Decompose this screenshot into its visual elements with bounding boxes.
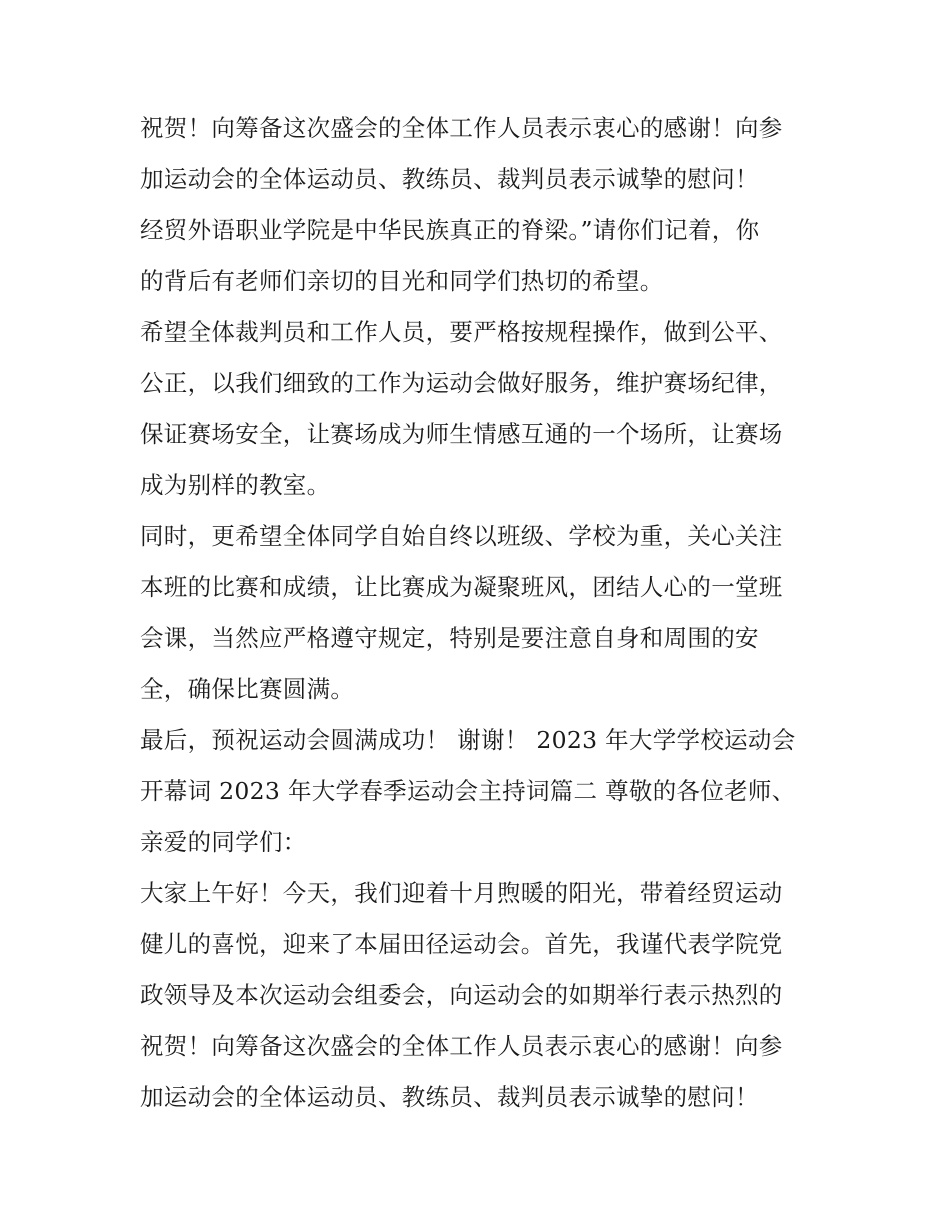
text-line: 公正，以我们细致的工作为运动会做好服务，维护赛场纪律， xyxy=(140,369,783,397)
text-line: 经贸外语职业学院是中华民族真正的脊梁。”请你们记着，你 xyxy=(140,216,760,244)
text-line: 最后，预祝运动会圆满成功！ 谢谢！ 2023 年大学学校运动会 xyxy=(140,726,796,754)
text-line: 同时，更希望全体同学自始自终以班级、学校为重，关心关注 xyxy=(140,522,783,550)
text-line: 成为别样的教室。 xyxy=(140,471,331,499)
text-line: 祝贺！向筹备这次盛会的全体工作人员表示衷心的感谢！向参 xyxy=(140,114,783,142)
text-line: 健儿的喜悦，迎来了本届田径运动会。首先，我谨代表学院党 xyxy=(140,930,783,958)
text-line: 开幕词 2023 年大学春季运动会主持词篇二 尊敬的各位老师、 xyxy=(140,777,796,805)
text-line: 亲爱的同学们： xyxy=(140,828,307,856)
text-line: 政领导及本次运动会组委会，向运动会的如期举行表示热烈的 xyxy=(140,981,783,1009)
text-line: 希望全体裁判员和工作人员，要严格按规程操作，做到公平、 xyxy=(140,318,783,346)
text-line: 本班的比赛和成绩，让比赛成为凝聚班风，团结人心的一堂班 xyxy=(140,573,783,601)
text-line: 加运动会的全体运动员、教练员、裁判员表示诚挚的慰问！ xyxy=(140,1083,759,1111)
text-line: 大家上午好！今天，我们迎着十月煦暖的阳光，带着经贸运动 xyxy=(140,879,783,907)
document-body xyxy=(140,103,820,1123)
text-line: 的背后有老师们亲切的目光和同学们热切的希望。 xyxy=(140,267,664,295)
text-line: 会课，当然应严格遵守规定，特别是要注意自身和周围的安 xyxy=(140,624,759,652)
text-line: 加运动会的全体运动员、教练员、裁判员表示诚挚的慰问！ xyxy=(140,165,759,193)
text-line: 祝贺！向筹备这次盛会的全体工作人员表示衷心的感谢！向参 xyxy=(140,1032,783,1060)
text-line: 全，确保比赛圆满。 xyxy=(140,675,355,703)
text-line: 保证赛场安全，让赛场成为师生情感互通的一个场所，让赛场 xyxy=(140,420,783,448)
